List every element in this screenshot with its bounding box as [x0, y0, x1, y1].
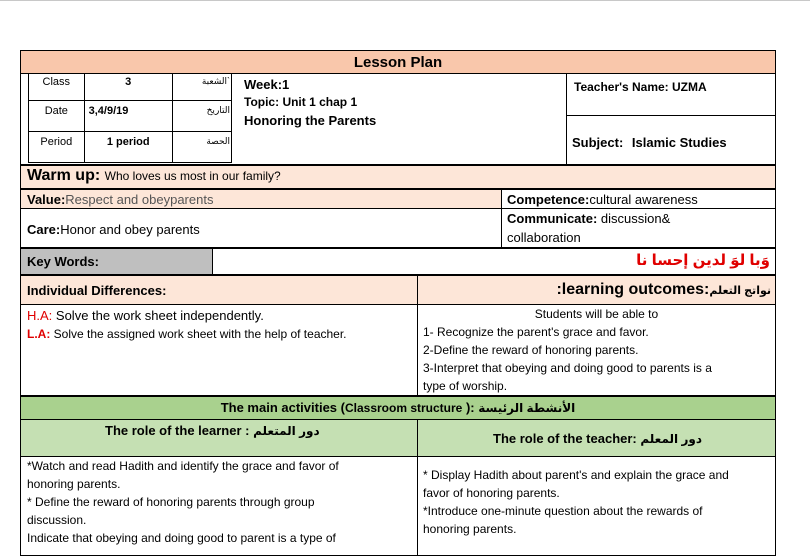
communicate-line1: discussion& — [597, 211, 671, 226]
outcomes-label: :learning outcomes: — [556, 281, 710, 298]
teacher-role-arabic: دور المعلم — [640, 432, 702, 446]
individual-body — [20, 304, 418, 396]
main-arabic: الأنشطة الرئيسة — [478, 401, 576, 415]
value-label: Value: — [27, 192, 66, 207]
main-activities — [21, 400, 775, 415]
learner-line: *Watch and read Hadith and identify the grace and favor of — [27, 459, 339, 473]
competence-cell — [501, 189, 776, 209]
learner-header — [20, 419, 418, 457]
learner-arabic: دور المتعلم — [253, 424, 320, 438]
period-value: 1 period — [84, 132, 172, 163]
lesson-name: Honoring the Parents — [244, 113, 377, 128]
class-arabic: الشعبة` — [172, 74, 231, 101]
learner-line: discussion. — [27, 513, 87, 527]
topic-text: Topic: Unit 1 chap 1 — [244, 95, 358, 109]
outcome-item: 2-Define the reward of honoring parents. — [423, 343, 639, 357]
individual-header — [20, 275, 418, 305]
teacher-role-label: The role of the teacher: — [493, 431, 637, 446]
outcome-item: type of worship. — [423, 379, 508, 393]
care-label: Care: — [27, 222, 61, 237]
teacher-header — [417, 419, 776, 457]
warmup-row — [20, 165, 776, 189]
class-value: 3 — [84, 74, 172, 101]
title-bar — [20, 50, 776, 74]
care — [27, 222, 200, 237]
learner-label: The role of the learner : — [105, 423, 250, 438]
teacher-line: favor of honoring parents. — [423, 486, 560, 500]
outcome-item: 1- Recognize the parent's grace and favor. — [423, 325, 649, 339]
window-top-line — [0, 0, 810, 1]
class-label: Class — [29, 74, 85, 101]
main-close: ): — [462, 400, 475, 415]
teacher-line: * Display Hadith about parent's and explain the grace and — [423, 468, 729, 482]
teacher-heading — [493, 431, 702, 446]
care-cell — [20, 208, 502, 248]
value — [27, 192, 213, 207]
main-label: The main activities ( — [220, 400, 345, 415]
learner-line: honoring parents. — [27, 477, 121, 491]
communicate-line2: collaboration — [507, 230, 581, 245]
learner-body — [20, 456, 418, 556]
info-divider — [566, 73, 567, 165]
la-line — [27, 327, 347, 341]
learner-line: Indicate that obeying and doing good to parent is a type of — [27, 531, 336, 545]
keywords-arabic: وَبا لوَ لدين إحسا نا — [636, 252, 770, 269]
ha-label: H.A: — [27, 308, 53, 323]
date-label: Date — [29, 101, 85, 132]
value-text: Respect and obeyparents — [65, 192, 214, 207]
value-cell — [20, 189, 502, 209]
teacher-body — [417, 456, 776, 556]
subject-text — [572, 135, 727, 150]
class-info-table — [28, 73, 232, 163]
competence-text: cultural awareness — [589, 192, 698, 207]
main-activities-bar — [20, 396, 776, 420]
care-text: Honor and obey parents — [60, 222, 200, 237]
warmup-label: Warm up: — [27, 167, 101, 184]
la-label: L.A: — [27, 327, 51, 341]
page-title: Lesson Plan — [353, 54, 443, 71]
communicate — [507, 211, 670, 226]
keywords-label-cell — [20, 248, 213, 275]
teacher-subject-divider — [566, 115, 776, 116]
teacher-line: honoring parents. — [423, 522, 517, 536]
la-text: Solve the assigned work sheet with the help of teacher. — [50, 327, 347, 341]
date-arabic: التاريخ — [172, 101, 231, 132]
period-label: Period — [29, 132, 85, 163]
learner-heading — [105, 423, 320, 438]
communicate-label: Communicate: — [507, 211, 598, 226]
warmup-text: Who loves us most in our family? — [104, 169, 281, 183]
competence — [507, 192, 698, 207]
ha-line — [27, 308, 264, 323]
learner-line: * Define the reward of honoring parents through group — [27, 495, 315, 509]
warmup — [27, 167, 281, 185]
date-value: 3,4/9/19 — [84, 101, 172, 132]
outcomes-intro: Students will be able to — [534, 307, 659, 321]
ha-text: Solve the work sheet independently. — [52, 308, 264, 323]
competence-label: Competence: — [507, 192, 590, 207]
communicate-cell — [501, 208, 776, 248]
week-text: Week:1 — [244, 77, 290, 92]
keywords-label: Key Words: — [27, 254, 99, 269]
main-structure: Classroom structure — [344, 401, 463, 415]
outcomes-body — [417, 304, 776, 396]
teacher-line: *Introduce one-minute question about the rewards of — [423, 504, 703, 518]
outcomes-arabic: نواتج التعلم — [709, 285, 771, 297]
period-arabic: الحصة — [172, 132, 231, 163]
teacher-name: Teacher's Name: UZMA — [574, 80, 707, 94]
subject-label: Subject: — [572, 135, 624, 150]
individual-label: Individual Differences: — [27, 283, 167, 298]
outcome-item: 3-Interpret that obeying and doing good to parents is a — [423, 361, 712, 375]
subject-value: Islamic Studies — [631, 135, 727, 150]
outcomes-heading — [556, 281, 771, 299]
outcomes-header — [417, 275, 776, 305]
